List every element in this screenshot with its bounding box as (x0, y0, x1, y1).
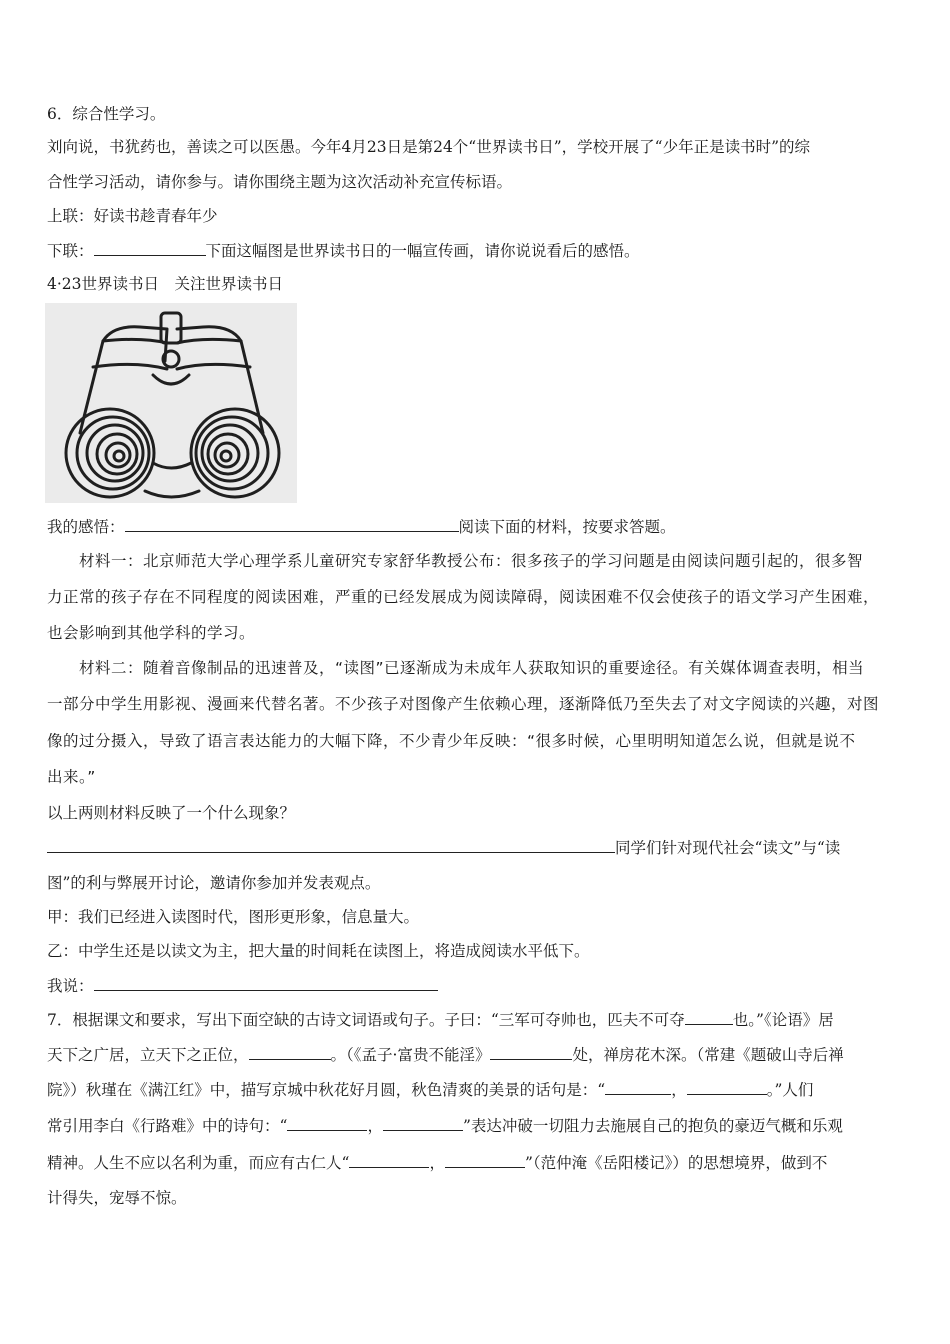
q7-blank-6[interactable] (287, 1114, 367, 1131)
material-1-line-3: 也会影响到其他学科的学习。 (47, 624, 256, 642)
q7-text: 也。”《论语》居 (732, 1011, 834, 1029)
q6-intro-line-1: 刘向说，书犹药也，善读之可以医愚。今年4月23日是第24个“世界读书日”，学校开展了“少年正是读书时”的综 (47, 138, 811, 156)
material-2-line-3: 像的过分摄入，导致了语言表达能力的大幅下降，不少青少年反映：“很多时候，心里明明知道怎么说，但就是说不 (47, 732, 856, 750)
q7-text: 7．根据课文和要求，写出下面空缺的古诗文词语或句子。子曰：“三军可夺帅也，匹夫不可夺 (47, 1011, 685, 1029)
my-view-blank[interactable] (94, 974, 438, 991)
poster-caption: 4·23世界读书日 关注世界读书日 (47, 275, 284, 293)
lower-couplet-blank[interactable] (94, 239, 206, 256)
view-yi: 乙：中学生还是以读文为主，把大量的时间耗在读图上，将造成阅读水平低下。 (47, 942, 590, 960)
lower-couplet-line (47, 239, 640, 262)
material-1-line-1: 材料一：北京师范大学心理学系儿童研究专家舒华教授公布：很多孩子的学习问题是由阅读问题引起的，很多智 (79, 552, 864, 570)
q7-line-3 (47, 1078, 813, 1101)
material-2-line-2: 一部分中学生用影视、漫画来代替名著。不少孩子对图像产生依赖心理，逐渐降低乃至失去了对文字阅读的兴趣，对图 (47, 695, 880, 713)
phenomenon-answer-blank[interactable] (47, 836, 615, 853)
q7-text: ”表达冲破一切阻力去施展自己的抱负的豪迈气概和乐观 (462, 1117, 843, 1135)
q7-text: ， (671, 1081, 687, 1099)
q7-blank-4[interactable] (605, 1078, 671, 1095)
q7-text: ”（范仲淹《岳阳楼记》）的思想境界，做到不 (524, 1154, 828, 1172)
q7-blank-3[interactable] (490, 1043, 572, 1060)
q7-blank-8[interactable] (349, 1151, 429, 1168)
q7-blank-5[interactable] (687, 1078, 767, 1095)
q6-intro-line-2: 合性学习活动，请你参与。请你围绕主题为这次活动补充宣传标语。 (47, 173, 513, 191)
view-jia: 甲：我们已经进入读图时代，图形更形象，信息量大。 (47, 908, 420, 926)
q7-line-5 (47, 1151, 827, 1174)
q7-text: 常引用李白《行路难》中的诗句：“ (47, 1117, 288, 1135)
q7-text: 院》）秋瑾在《满江红》中，描写京城中秋花好月圆，秋色清爽的美景的话句是：“ (47, 1081, 606, 1099)
q7-line-1 (47, 1008, 834, 1031)
q6-title: 6．综合性学习。 (47, 105, 166, 123)
q7-blank-1[interactable] (685, 1008, 733, 1025)
q7-line-2 (47, 1043, 844, 1066)
poster-prompt: 下面这幅图是世界读书日的一幅宣传画，请你说说看后的感悟。 (205, 242, 640, 260)
upper-couplet: 上联：好读书趁青春年少 (47, 207, 218, 225)
q7-blank-7[interactable] (383, 1114, 463, 1131)
q7-line-4 (47, 1114, 843, 1137)
material-1-line-2: 力正常的孩子存在不同程度的阅读困难，严重的已经发展成为阅读障碍，阅读困难不仅会使孩子的语文学习产生困难， (47, 588, 880, 606)
q7-text: 天下之广居，立天下之正位， (47, 1046, 249, 1064)
q7-text: 。（《孟子·富贵不能淫》 (330, 1046, 491, 1064)
reading-instruction: 阅读下面的材料，按要求答题。 (458, 518, 676, 536)
my-view-line (47, 974, 438, 997)
q7-text: 处，禅房花木深。（常建《题破山寺后禅 (572, 1046, 844, 1064)
discussion-intro: 同学们针对现代社会“读文”与“读 (615, 839, 841, 857)
phenomenon-question: 以上两则材料反映了一个什么现象？ (47, 804, 296, 822)
feeling-label: 我的感悟： (47, 518, 125, 536)
q7-text: 。”人们 (766, 1081, 814, 1099)
material-2-line-1: 材料二：随着音像制品的迅速普及，“读图”已逐渐成为未成年人获取知识的重要途径。有关媒体调查表明，相当 (79, 659, 865, 677)
q7-text: ， (429, 1154, 445, 1172)
binocular-books-illustration (45, 303, 297, 503)
q7-text: 精神。人生不应以名利为重，而应有古仁人“ (47, 1154, 350, 1172)
q7-text: ， (367, 1117, 383, 1135)
my-view-label: 我说： (47, 977, 94, 995)
q7-blank-2[interactable] (249, 1043, 331, 1060)
material-2-line-4: 出来。” (47, 768, 96, 786)
feeling-blank[interactable] (125, 515, 459, 532)
discussion-line-1 (47, 836, 840, 859)
lower-couplet-label: 下联： (47, 242, 94, 260)
q7-line-6: 计得失，宠辱不惊。 (47, 1189, 187, 1207)
feeling-line (47, 515, 676, 538)
discussion-line-2: 图”的利与弊展开讨论，邀请你参加并发表观点。 (47, 874, 381, 892)
q7-blank-9[interactable] (445, 1151, 525, 1168)
